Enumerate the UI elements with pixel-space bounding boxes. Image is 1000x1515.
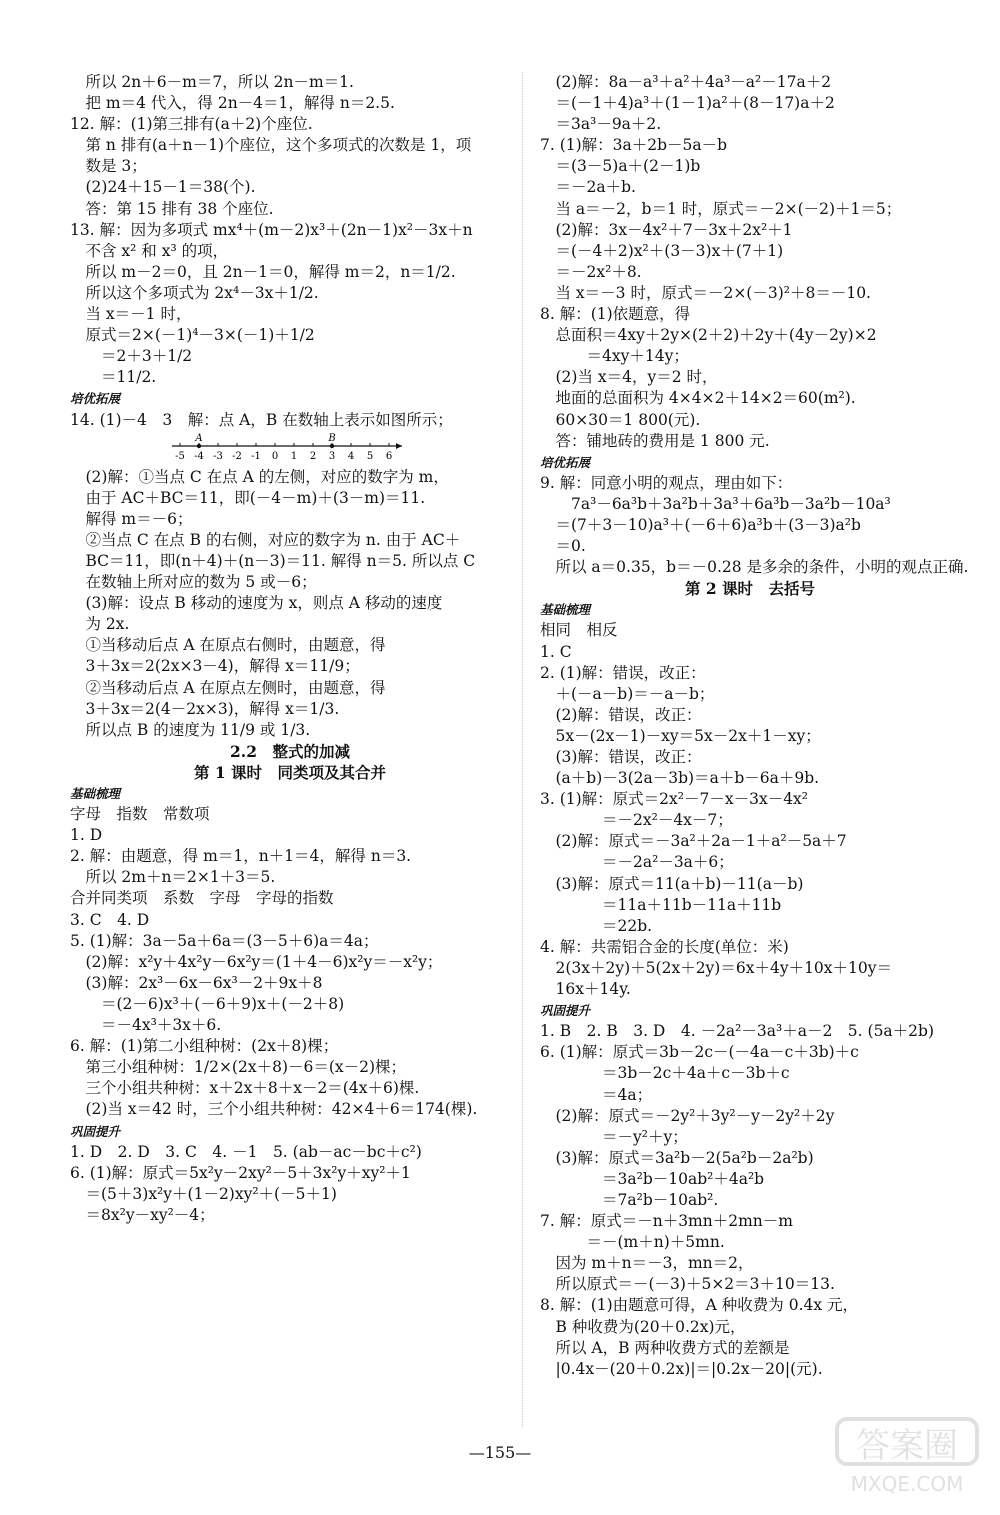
number-line-tick-label: -5 <box>175 450 185 462</box>
answer-line: (2)解：①当点 C 在点 A 的左侧，对应的数字为 m， <box>70 467 449 486</box>
number-line-point <box>330 443 334 447</box>
number-line-point-label: A <box>195 432 203 444</box>
left-column <box>70 72 510 1226</box>
answer-line: (2)解：错误，改正： <box>540 705 702 724</box>
answer-line: ＝7a²b－10ab². <box>540 1190 719 1209</box>
answer-line: ＝－2x²－4x－7； <box>540 811 733 830</box>
answer-line: 3. (1)解：原式＝2x²－7－x－3x－4x² <box>540 790 809 809</box>
answer-line: 所以 A，B 两种收费方式的差额是 <box>540 1338 790 1357</box>
answer-line: |0.4x－(20＋0.2x)|＝|0.2x－20|(元). <box>540 1359 823 1378</box>
number-line-arrow <box>396 443 402 449</box>
answer-line: 13. 解：因为多项式 mx⁴＋(m－2)x³＋(2n－1)x²－3x＋n <box>70 220 473 239</box>
answer-line: ＝11/2. <box>70 368 157 387</box>
answer-line: 2(3x＋2y)＋5(2x＋2y)＝6x＋4y＋10x＋10y＝ <box>540 958 893 977</box>
answer-line: (3)解：原式＝11(a＋b)－11(a－b) <box>540 874 804 893</box>
answer-line: (3)解：错误，改正： <box>540 748 702 766</box>
answer-line: (3)解：原式＝3a²b－2(5a²b－2a²b) <box>540 1148 814 1167</box>
chapter-title: 第 1 课时 同类项及其合并 <box>193 762 387 782</box>
answer-line: ＝3b－2c＋4a＋c－3b＋c <box>540 1064 790 1083</box>
answer-line: 6. (1)解：原式＝3b－2c－(－4a－c＋3b)＋c <box>540 1043 859 1062</box>
answer-line: 在数轴上所对应的数为 5 或－6； <box>70 573 317 592</box>
answer-line: (3)解：设点 B 移动的速度为 x，则点 A 移动的速度 <box>70 594 443 613</box>
number-line-tick-label: 6 <box>385 450 393 462</box>
answer-line: 9. 解：同意小明的观点，理由如下： <box>540 473 793 492</box>
answer-line: 为 2x. <box>70 615 130 634</box>
answer-line: ＝0. <box>540 537 586 556</box>
answer-line: 答：第 15 排有 38 个座位. <box>70 199 274 218</box>
answer-line: ＋(－a－b)＝－a－b； <box>540 684 715 703</box>
section-heading: 基础梳理 <box>70 786 121 801</box>
answer-line: ＝－2a²－3a＋6； <box>540 853 734 872</box>
answer-line: ＝4xy＋14y； <box>540 347 689 366</box>
answer-line: (3)解：2x³－6x－6x³－2＋9x＋8 <box>70 973 323 992</box>
number-line-point-label: B <box>328 432 336 444</box>
section-heading: 巩固提升 <box>540 1003 591 1019</box>
answer-line: BC＝11，即(n＋4)＋(n－3)＝11. 解得 n＝5. 所以点 C <box>70 551 476 570</box>
answer-line: (2)解：原式＝－2y²＋3y²－y－2y²＋2y <box>540 1106 835 1125</box>
answer-line: 所以这个多项式为 2x⁴－3x＋1/2. <box>70 283 319 302</box>
column-divider <box>522 72 523 1427</box>
answer-line: 所以点 B 的速度为 11/9 或 1/3. <box>70 720 311 739</box>
answer-line: ＝(7＋3－10)a³＋(－6＋6)a³b＋(3－3)a²b <box>540 515 861 534</box>
answer-line: ②当移动后点 A 在原点左侧时，由题意，得 <box>70 678 386 697</box>
number-line-tick-label: -3 <box>213 450 223 462</box>
answer-line: ＝(－4＋2)x²＋(3－3)x＋(7＋1) <box>540 241 784 260</box>
watermark-logo <box>832 1409 982 1499</box>
answer-line: 字母 指数 常数项 <box>70 805 210 824</box>
answer-line: 当 a＝－2，b＝1 时，原式＝－2×(－2)＋1＝5； <box>540 199 902 218</box>
answer-line: ＝8x²y－xy²－4； <box>70 1205 215 1224</box>
answer-line: 不含 x² 和 x³ 的项， <box>70 241 229 260</box>
answer-line: 由于 AC＋BC＝11，即(－4－m)＋(3－m)＝11. <box>70 488 426 507</box>
answer-line: ＝－(m＋n)＋5mn. <box>540 1233 725 1252</box>
answer-line: (2)当 x＝42 时，三个小组共种树：42×4＋6＝174(棵). <box>70 1100 478 1119</box>
answer-line: 当 x＝－3 时，原式＝－2×(－3)²＋8＝－10. <box>540 283 871 302</box>
answer-line: 14. (1)－4 3 解：点 A，B 在数轴上表示如图所示； <box>70 410 453 429</box>
answer-line: 3＋3x＝2(4－2x×3)，解得 x＝1/3. <box>70 699 340 718</box>
answer-line: ＝(－1＋4)a³＋(1－1)a²＋(8－17)a＋2 <box>540 94 835 113</box>
answer-line: ＝2＋3＋1/2 <box>70 347 193 366</box>
answer-line: 所以原式＝－(－3)＋5×2＝3＋10＝13. <box>540 1275 835 1294</box>
answer-line: (2)解：8a－a³＋a²＋4a³－a²－17a＋2 <box>540 73 832 91</box>
answer-line: 3＋3x＝2(2x×3－4)，解得 x＝11/9； <box>70 657 360 676</box>
number-line-tick-label: 5 <box>366 450 374 462</box>
section-heading: 基础梳理 <box>540 602 591 618</box>
answer-line: 原式＝2×(－1)⁴－3×(－1)＋1/2 <box>70 326 315 345</box>
answer-line: 1. B 2. B 3. D 4. －2a²－3a³＋a－2 5. (5a＋2b) <box>540 1022 935 1041</box>
answer-line: 5. (1)解：3a－5a＋6a＝(3－5＋6)a＝4a； <box>70 931 379 950</box>
answer-line: 6. (1)解：原式＝5x²y－2xy²－5＋3x²y＋xy²＋1 <box>70 1163 411 1182</box>
answer-line: ＝(3－5)a＋(2－1)b <box>540 157 701 176</box>
answer-line: ＝4a； <box>540 1085 653 1104</box>
number-line-tick-label: 4 <box>347 450 355 462</box>
number-line-tick-label: -1 <box>251 450 261 462</box>
answer-line: ＝－4x³＋3x＋6. <box>70 1016 222 1035</box>
answer-line: 1. D <box>70 826 103 845</box>
number-line-tick-label: 1 <box>290 450 298 462</box>
number-line-tick-label: -2 <box>232 450 242 462</box>
answer-line: 所以 a＝0.35，b＝－0.28 是多余的条件，小明的观点正确. <box>540 558 969 577</box>
answer-line: (2)24＋15－1＝38(个). <box>70 178 256 197</box>
answer-line: 解得 m＝－6； <box>70 509 193 528</box>
answer-line: 把 m＝4 代入，得 2n－4＝1，解得 n＝2.5. <box>70 94 395 113</box>
answer-line: ②当点 C 在点 B 的右侧，对应的数字为 n. 由于 AC＋ <box>70 530 461 549</box>
answer-line: (a＋b)－3(2a－3b)＝a＋b－6a＋9b. <box>540 769 820 788</box>
answer-line: 2. (1)解：错误，改正： <box>540 663 706 682</box>
answer-line: 所以 m－2＝0，且 2n－1＝0，解得 m＝2，n＝1/2. <box>70 262 456 281</box>
answer-line: ＝11a＋11b－11a＋11b <box>540 895 782 914</box>
answer-line: ＝－2x²＋8. <box>540 262 642 281</box>
answer-line: (2)解：原式＝－3a²＋2a－1＋a²－5a＋7 <box>540 832 847 851</box>
answer-line: 7. 解：原式＝－n＋3mn＋2mn－m <box>540 1212 793 1231</box>
answer-line: 12. 解：(1)第三排有(a＋2)个座位. <box>70 115 313 134</box>
answer-line: ＝－2a＋b. <box>540 178 636 197</box>
answer-line: 7. (1)解：3a＋2b－5a－b <box>540 136 728 155</box>
section-heading: 培优拓展 <box>540 454 591 470</box>
answer-line: 7a³－6a³b＋3a²b＋3a³＋6a³b－3a²b－10a³ <box>540 494 891 513</box>
answer-line: 因为 m＋n＝－3，mn＝2， <box>540 1254 754 1273</box>
answer-line: 5x－(2x－1)－xy＝5x－2x＋1－xy； <box>540 726 821 745</box>
answer-line: 当 x＝－1 时， <box>70 305 192 324</box>
answer-line: (2)解：x²y＋4x²y－6x²y＝(1＋4－6)x²y＝－x²y； <box>70 952 443 971</box>
answer-line: 8. 解：(1)依题意，得 <box>540 305 691 324</box>
number-line-tick-label: 0 <box>271 450 279 462</box>
chapter-title: 第 2 课时 去括号 <box>684 579 816 599</box>
answer-line: 相同 相反 <box>540 621 618 640</box>
answer-line: 1. D 2. D 3. C 4. －1 5. (ab－ac－bc＋c²) <box>70 1142 422 1161</box>
number-line <box>170 433 410 463</box>
section-heading: 巩固提升 <box>70 1123 121 1139</box>
answer-line: 6. 解：(1)第二小组种树：(2x＋8)棵； <box>70 1037 339 1056</box>
answer-line: 所以 2n＋6－m＝7，所以 2n－m＝1. <box>70 73 354 91</box>
answer-line: 所以 2m＋n＝2×1＋3＝5. <box>70 868 276 887</box>
answer-line: ＝3a²b－10ab²＋4a²b <box>540 1169 765 1188</box>
answer-line: 第 n 排有(a＋n－1)个座位，这个多项式的次数是 1，项 <box>70 136 472 155</box>
number-line-tick-label: -4 <box>194 450 204 462</box>
answer-line: (2)解：3x－4x²＋7－3x＋2x²＋1 <box>540 220 793 239</box>
answer-line: 2. 解：由题意，得 m＝1，n＋1＝4，解得 n＝3. <box>70 847 412 866</box>
answer-line: ＝－y²＋y； <box>540 1127 688 1146</box>
answer-line: ＝(5＋3)x²y＋(1－2)xy²＋(－5＋1) <box>70 1184 337 1203</box>
answer-line: 三个小组共种树：x＋2x＋8＋x－2＝(4x＋6)棵. <box>70 1079 420 1098</box>
answer-line: 合并同类项 系数 字母 字母的指数 <box>70 889 334 908</box>
number-line-point <box>197 443 201 447</box>
answer-line: 60×30＝1 800(元). <box>540 410 701 429</box>
answer-line: 16x＋14y. <box>540 980 631 999</box>
answer-line: 第三小组种树：1/2×(2x＋8)－6＝(x－2)棵； <box>70 1058 407 1077</box>
answer-line: 8. 解：(1)由题意可得，A 种收费为 0.4x 元， <box>540 1296 859 1315</box>
answer-line: ＝3a³－9a＋2. <box>540 115 662 134</box>
answer-line: 总面积＝4xy＋2y×(2＋2)＋2y＋(4y－2y)×2 <box>540 326 877 345</box>
right-column <box>540 72 969 1380</box>
page-number: —155— <box>468 1443 532 1462</box>
answer-line: (2)当 x＝4，y＝2 时， <box>540 368 718 387</box>
answer-line: ＝(2－6)x³＋(－6＋9)x＋(－2＋8) <box>70 994 345 1013</box>
answer-line: 地面的总面积为 4×4×2＋14×2＝60(m²). <box>540 389 856 408</box>
answer-line: ①当移动后点 A 在原点右侧时，由题意，得 <box>70 636 386 655</box>
answer-line: 答：铺地砖的费用是 1 800 元. <box>540 431 770 450</box>
answer-line: 3. C 4. D <box>70 910 150 929</box>
chapter-title: 2.2 整式的加减 <box>230 741 350 761</box>
answer-line: ＝22b. <box>540 916 653 935</box>
answer-line: 1. C <box>540 642 572 661</box>
section-heading: 培优拓展 <box>70 391 121 407</box>
answer-line: B 种收费为(20＋0.2x)元， <box>540 1317 746 1336</box>
svg-text:MXQE.COM: MXQE.COM <box>850 1472 964 1496</box>
answer-line: 数是 3； <box>70 157 147 176</box>
number-line-tick-label: 2 <box>309 450 317 462</box>
svg-text:答案圈: 答案圈 <box>856 1426 958 1466</box>
number-line-tick-label: 3 <box>328 450 336 462</box>
answer-line: 4. 解：共需铝合金的长度(单位：米) <box>540 937 789 956</box>
